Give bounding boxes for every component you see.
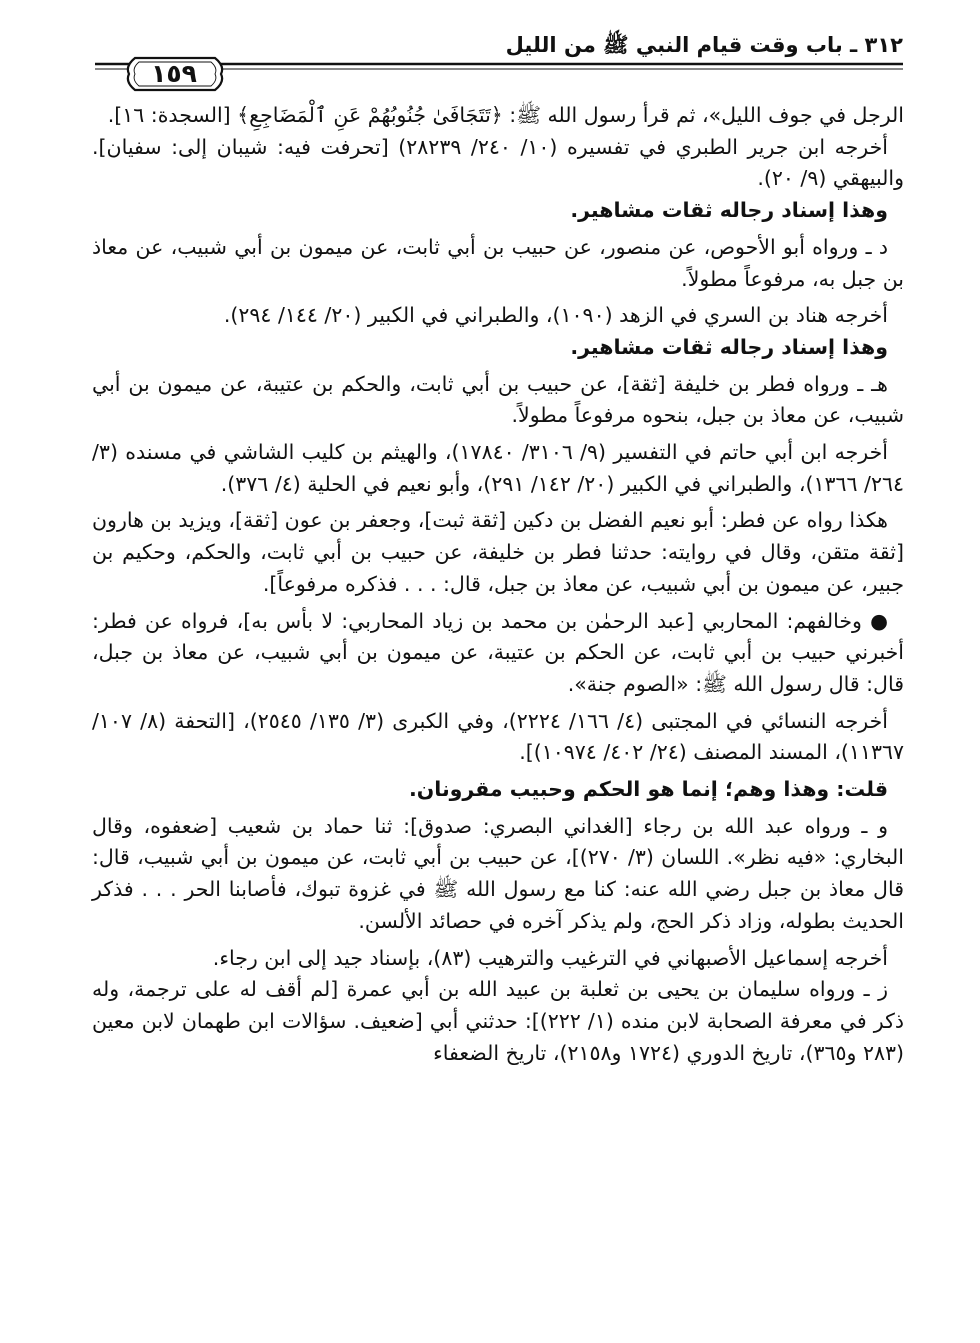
paragraph: وهذا إسناد رجاله ثقات مشاهير. bbox=[570, 198, 888, 223]
paragraph: هكذا رواه عن فطر: أبو نعيم الفضل بن دكين [ثقة ثبت]، وجعفر بن عون [ثقة]، ويزيد بن هارون [ثقة متقن، وقال في روايته: حدثنا فطر بن خليفة، عن حبيب بن أبي ثابت، والحكم، وحكيم بن جبير، عن ميمون بن أبي شبيب، عن معاذ بن جبل، قال: . . . فذكره مرفوعاً]. bbox=[92, 508, 904, 596]
main-text bbox=[92, 100, 904, 1069]
paragraph: أخرجه النسائي في المجتبى (٤/ ١٦٦/ ٢٢٢٤)، وفي الكبرى (٣/ ١٣٥/ ٢٥٤٥)، [التحفة (٨/ ١٠٧/ ١١٣٦٧)، المسند المصنف (٢٤/ ٤٠٢/ ١٠٩٧٤)]. bbox=[92, 708, 904, 765]
paragraph: وهذا إسناد رجاله ثقات مشاهير. bbox=[570, 334, 888, 359]
paragraph: ز ـ ورواه سليمان بن يحيى بن ثعلبة بن عبيد الله بن أبي عمرة [لم أقف له على ترجمة، وله ذكر في معرفة الصحابة لابن منده (١/ ٢٢٢)]: حدثني أبي [ضعيف. سؤالات ابن طهمان لابن معين (٢٨٣ و٣٦٥)، تاريخ الدوري (١٧٢٤ و٢١٥٨)، تاريخ الضعفاء bbox=[92, 977, 904, 1065]
paragraph: هـ ـ ورواه فطر بن خليفة [ثقة]، عن حبيب بن أبي ثابت، والحكم بن عتيبة، عن ميمون بن أبي شبيب، عن معاذ بن جبل، بنحوه مرفوعاً مطولاً. bbox=[92, 371, 904, 428]
paragraph: و ـ ورواه عبد الله بن رجاء [الغداني البصري: صدوق]: ثنا حماد بن شعيب [ضعفوه، وقال البخاري: «فيه نظر». اللسان (٣/ ٢٧٠)]، عن حبيب بن أبي ثابت، عن ميمون بن أبي شبيب، قال: قال معاذ بن جبل رضي الله عنه: كنا مع رسول الله ﷺ في غزوة تبوك، فأصابنا الحر . . . فذكر الحديث بطوله، وزاد ذكر الحج، ولم يذكر آخره في حصائد الألسن. bbox=[92, 813, 904, 933]
page-header bbox=[95, 24, 903, 94]
paragraph: ● وخالفهم: المحاربي [عبد الرحمٰن بن محمد بن زياد المحاربي: لا بأس به]، فرواه عن فطر: أخبرني حبيب بن أبي ثابت، عن الحكم بن عتيبة، عن ميمون بن أبي شبيب، عن معاذ بن جبل، قال: قال رسول الله ﷺ: «الصوم جنة». bbox=[92, 608, 904, 696]
paragraph: قلت: وهذا وهم؛ إنما هو الحكم وحبيب مقرونان. bbox=[408, 777, 888, 802]
paragraph: أخرجه ابن أبي حاتم في التفسير (٩/ ٣١٠٦/ ١٧٨٤٠)، والهيثم بن كليب الشاشي في مسنده (٣/ ٢٦٤/ ١٣٦٦)، والطبراني في الكبير (٢٠/ ١٤٢/ ٢٩١)، وأبو نعيم في الحلية (٤/ ٣٧٦). bbox=[92, 440, 904, 496]
paragraph: أخرجه هناد بن السري في الزهد (١٠٩٠)، والطبراني في الكبير (٢٠/ ١٤٤/ ٢٩٤). bbox=[223, 303, 888, 328]
paragraph: أخرجه ابن جرير الطبري في تفسيره (١٠/ ٢٤٠/ ٢٨٢٣٩) [تحرفت فيه: شيبان إلى: سفيان]. والبيهقي (٩/ ٢٠). bbox=[92, 134, 904, 191]
page-number: ١٥٩ bbox=[151, 59, 197, 88]
paragraph: الرجل في جوف الليل»، ثم قرأ رسول الله ﷺ: ﴿تَتَجَافَىٰ جُنُوبُهُمْ عَنِ ٱلْمَضَاجِعِ﴾ [السجدة: ١٦]. bbox=[107, 103, 904, 127]
running-title: ٣١٢ ـ باب وقت قيام النبي ﷺ من الليل bbox=[505, 33, 903, 57]
paragraph: د ـ ورواه أبو الأحوص، عن منصور، عن حبيب بن أبي ثابت، عن ميمون بن أبي شبيب، عن معاذ بن جبل به، مرفوعاً مطولاً. bbox=[92, 234, 904, 291]
paragraph: أخرجه إسماعيل الأصبهاني في الترغيب والترهيب (٨٣)، بإسناد جيد إلى ابن رجاء. bbox=[212, 945, 888, 970]
